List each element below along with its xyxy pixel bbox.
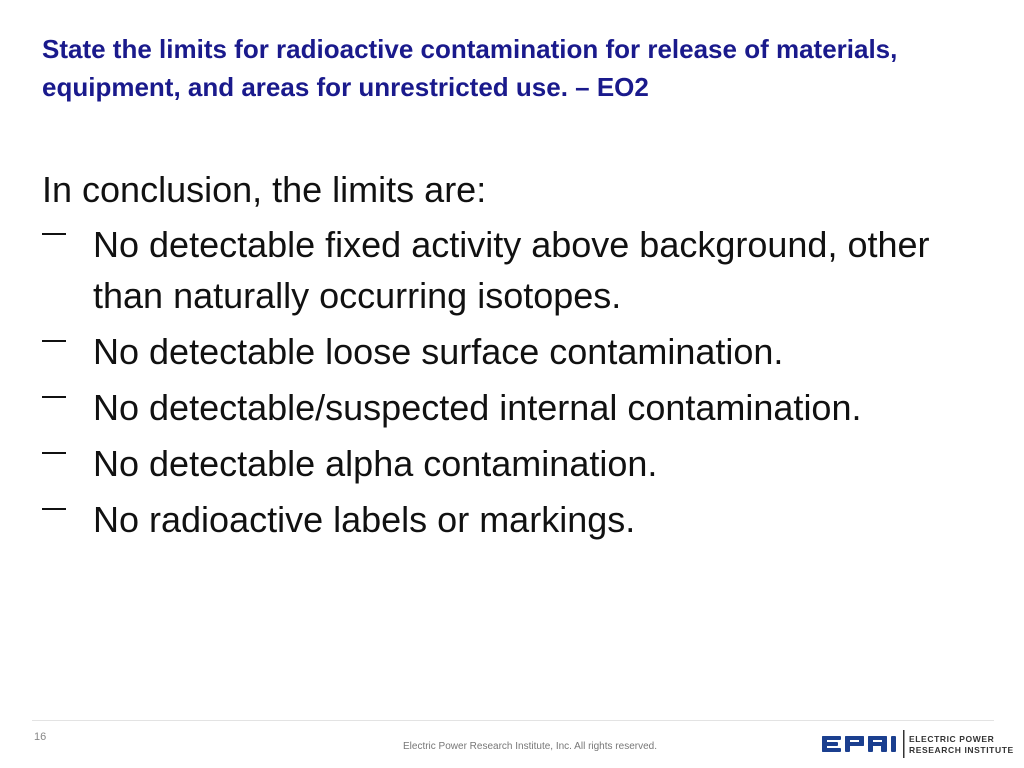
copyright-notice: Electric Power Research Institute, Inc. All rights reserved. xyxy=(403,741,657,752)
list-item xyxy=(42,326,992,377)
dash-bullet-icon xyxy=(42,326,66,377)
logo-divider xyxy=(903,730,905,758)
list-item-text: No detectable fixed activity above background, other than naturally occurring isotopes. xyxy=(93,224,930,316)
list-item-text: No detectable loose surface contamination. xyxy=(93,331,784,372)
dash-bullet-icon xyxy=(42,494,66,545)
list-item-text: No radioactive labels or markings. xyxy=(93,499,636,540)
dash-bullet-icon xyxy=(42,219,66,270)
epri-wordmark-icon xyxy=(822,736,896,752)
list-item xyxy=(42,494,992,545)
list-item xyxy=(42,438,992,489)
dash-bullet-icon xyxy=(42,438,66,489)
logo-line-1: ELECTRIC POWER xyxy=(909,734,995,744)
page-number: 16 xyxy=(34,731,47,743)
epri-logo xyxy=(820,727,1014,761)
dash-bullet-icon xyxy=(42,382,66,433)
list-item xyxy=(42,219,992,321)
intro-text: In conclusion, the limits are: xyxy=(42,169,487,210)
logo-line-2: RESEARCH INSTITUTE xyxy=(909,745,1014,755)
limits-list xyxy=(42,219,992,545)
list-item-text: No detectable/suspected internal contamination. xyxy=(93,387,862,428)
slide-title: State the limits for radioactive contamination for release of materials, equipment, and areas for unrestricted use. – EO2 xyxy=(42,34,898,102)
list-item xyxy=(42,382,992,433)
list-item-text: No detectable alpha contamination. xyxy=(93,443,658,484)
slide-body xyxy=(42,164,992,550)
footer-divider xyxy=(32,720,994,721)
